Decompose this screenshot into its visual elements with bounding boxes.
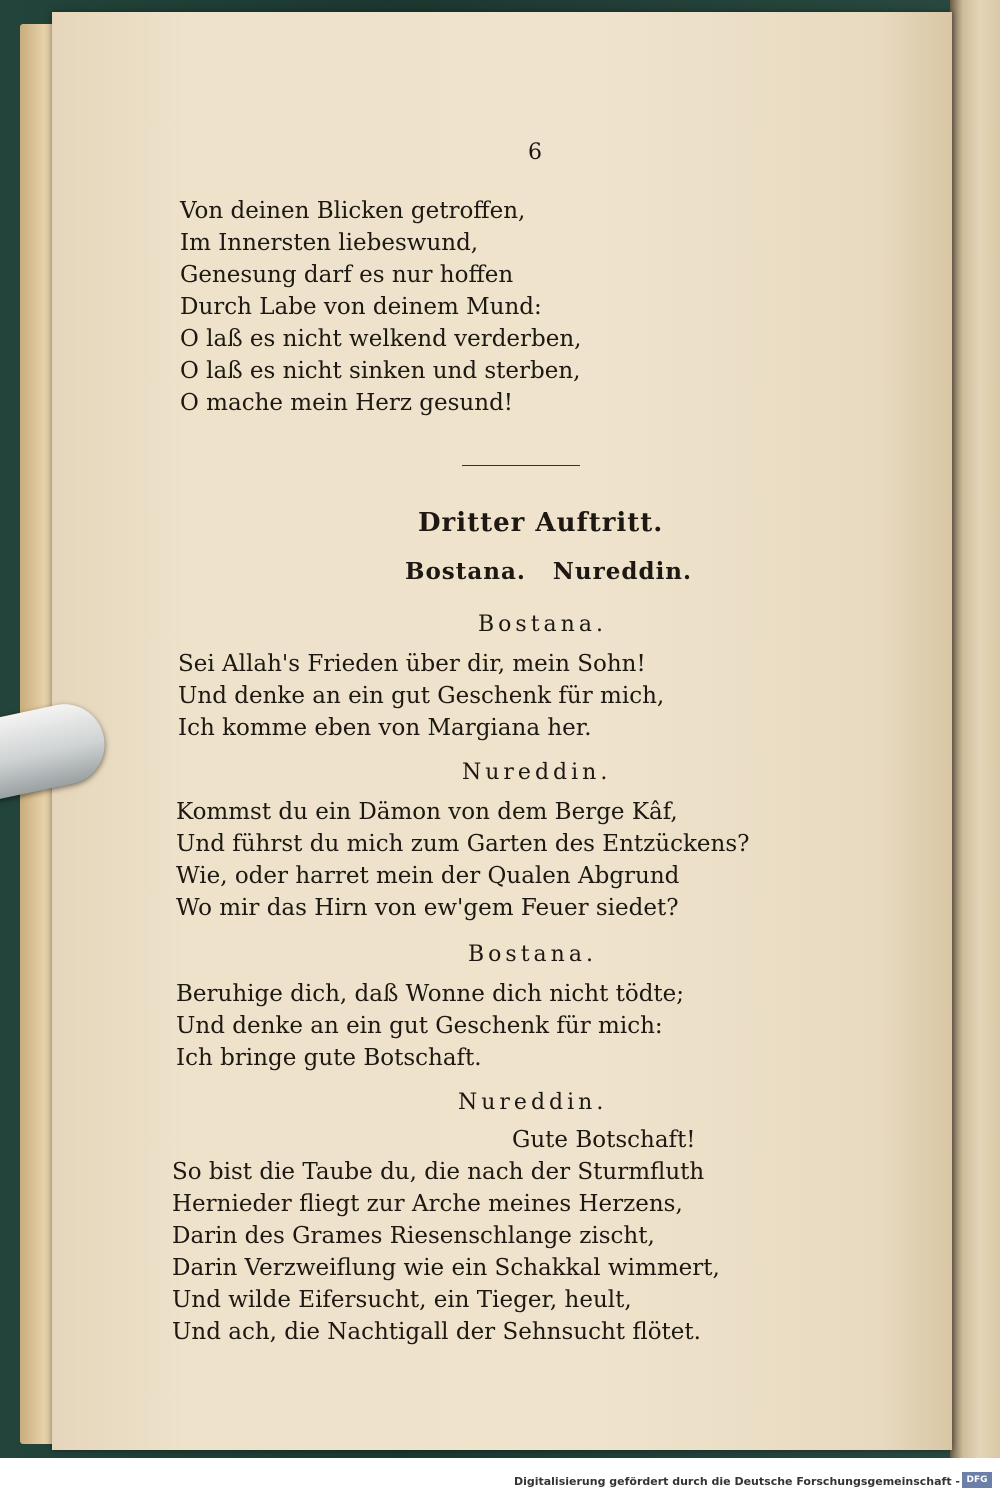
speech-line: Und denke an ein gut Geschenk für mich: bbox=[176, 1013, 663, 1039]
verse-line: Von deinen Blicken getroffen, bbox=[180, 198, 526, 224]
scene-persons: Bostana. Nureddin. bbox=[405, 558, 693, 585]
next-page-edge bbox=[950, 0, 1000, 1460]
speech-line: Beruhige dich, daß Wonne dich nicht tödte; bbox=[176, 981, 685, 1007]
verse-line: Durch Labe von deinem Mund: bbox=[180, 294, 542, 320]
section-divider bbox=[462, 465, 580, 466]
speech-line: Kommst du ein Dämon von dem Berge Kâf, bbox=[176, 799, 678, 825]
speech-line: Und denke an ein gut Geschenk für mich, bbox=[178, 683, 665, 709]
speech-line: Und wilde Eifersucht, ein Tieger, heult, bbox=[172, 1287, 632, 1313]
verse-line: Genesung darf es nur hoffen bbox=[180, 262, 514, 288]
verse-line: Im Innersten liebeswund, bbox=[180, 230, 479, 256]
speech-line: Wo mir das Hirn von ew'gem Feuer siedet? bbox=[176, 895, 679, 921]
speech-line: Wie, oder harret mein der Qualen Abgrund bbox=[176, 863, 680, 889]
footer-credit: Digitalisierung gefördert durch die Deutsche Forschungsgemeinschaft - bbox=[513, 1475, 960, 1488]
speech-block bbox=[172, 1156, 720, 1348]
speech-block bbox=[178, 648, 664, 744]
speaker-name: Bostana. bbox=[478, 612, 607, 637]
speech-line: Ich bringe gute Botschaft. bbox=[176, 1045, 482, 1071]
page-number: 6 bbox=[528, 140, 542, 165]
scene-title: Dritter Auftritt. bbox=[418, 508, 664, 538]
verse-line: O laß es nicht welkend verderben, bbox=[180, 326, 582, 352]
speech-line: Darin Verzweiflung wie ein Schakkal wimmert, bbox=[172, 1255, 720, 1281]
speech-line: So bist die Taube du, die nach der Sturmfluth bbox=[172, 1159, 705, 1185]
half-line: Gute Botschaft! bbox=[512, 1127, 696, 1153]
speech-line: Hernieder fliegt zur Arche meines Herzens, bbox=[172, 1191, 683, 1217]
speaker-name: Nureddin. bbox=[462, 760, 612, 785]
speech-line: Sei Allah's Frieden über dir, mein Sohn! bbox=[178, 651, 646, 677]
verse-line: O laß es nicht sinken und sterben, bbox=[180, 358, 581, 384]
dfg-logo: DFG bbox=[962, 1472, 992, 1488]
speech-line: Ich komme eben von Margiana her. bbox=[178, 715, 592, 741]
speech-line: Und führst du mich zum Garten des Entzückens? bbox=[176, 831, 750, 857]
speaker-name: Bostana. bbox=[468, 942, 597, 967]
verse-block-1 bbox=[180, 195, 582, 419]
speech-block bbox=[176, 796, 749, 924]
verse-line: O mache mein Herz gesund! bbox=[180, 390, 514, 416]
speech-block bbox=[176, 978, 684, 1074]
speech-line: Und ach, die Nachtigall der Sehnsucht flötet. bbox=[172, 1319, 701, 1345]
speaker-name: Nureddin. bbox=[458, 1090, 608, 1115]
speech-line: Darin des Grames Riesenschlange zischt, bbox=[172, 1223, 655, 1249]
